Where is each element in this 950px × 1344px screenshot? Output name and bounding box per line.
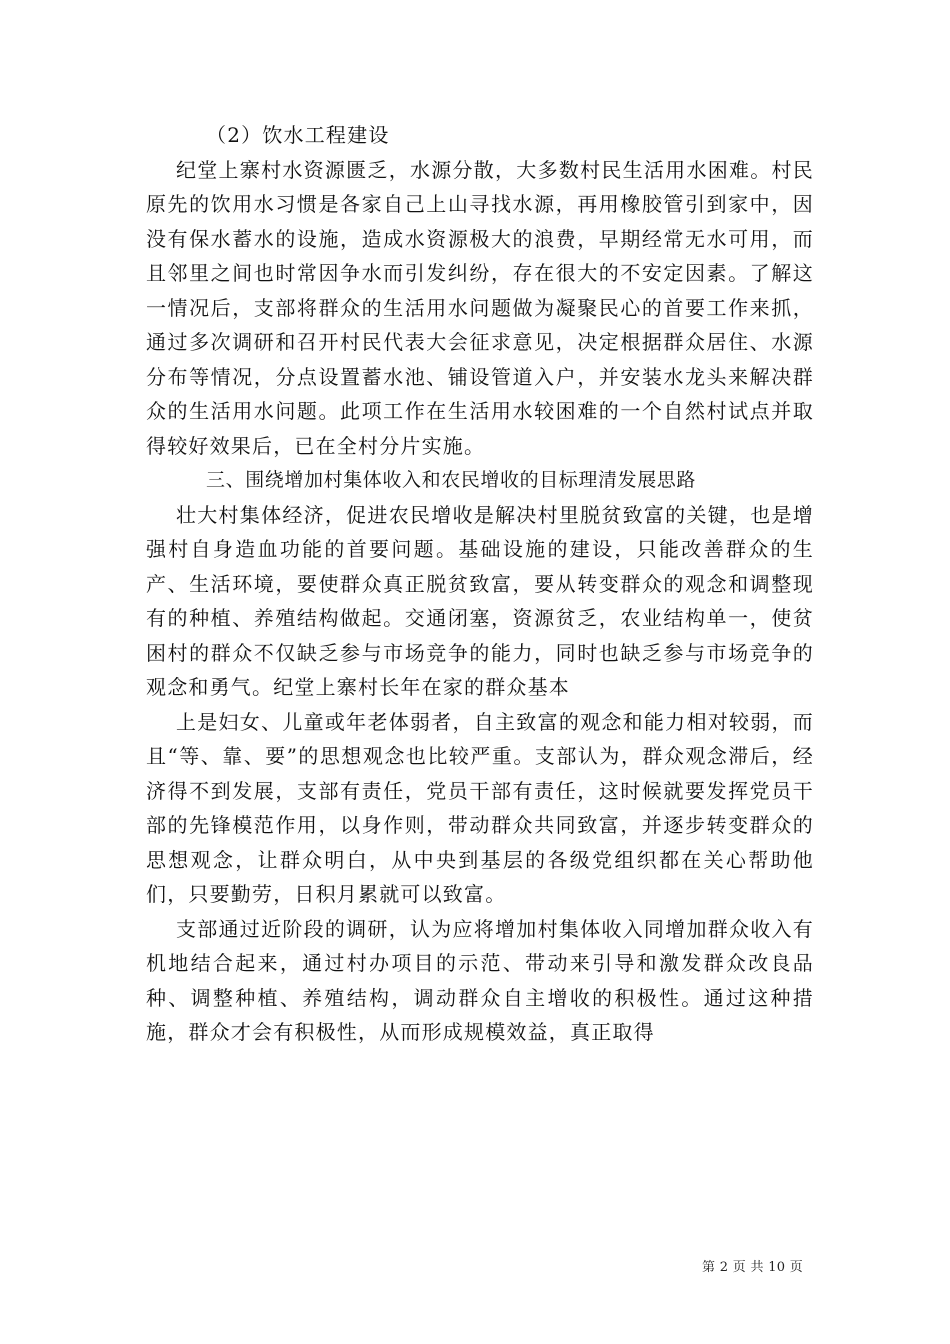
paragraph-villagers-mindset: 上是妇女、儿童或年老体弱者，自主致富的观念和能力相对较弱，而且“等、靠、要”的思想观念也比较严重。支部认为，群众观念滞后，经济得不到发展，支部有责任，党员干部有责任，这时候就要发挥党员干部的先锋模范作用，以身作则，带动群众共同致富，并逐步转变群众的思想观念，让群众明白，从中央到基层的各级党组织都在关心帮助他们，只要勤劳，日积月累就可以致富。 [146, 709, 814, 906]
section-heading-three: 三、围绕增加村集体收入和农民增收的目标理清发展思路 [206, 469, 697, 491]
subheading-water-project: （2）饮水工程建设 [206, 123, 390, 147]
paragraph-branch-research: 支部通过近阶段的调研，认为应将增加村集体收入同增加群众收入有机地结合起来，通过村办项目的示范、带动来引导和激发群众改良品种、调整种植、养殖结构，调动群众自主增收的积极性。通过这种措施，群众才会有积极性，从而形成规模效益，真正取得 [146, 916, 814, 1044]
paragraph-collective-economy: 壮大村集体经济，促进农民增收是解决村里脱贫致富的关键，也是增强村自身造血功能的首要问题。基础设施的建设，只能改善群众的生产、生活环境，要使群众真正脱贫致富，要从转变群众的观念和调整现有的种植、养殖结构做起。交通闭塞，资源贫乏，农业结构单一，使贫困村的群众不仅缺乏参与市场竞争的能力，同时也缺乏参与市场竞争的观念和勇气。纪堂上寨村长年在家的群众基本 [146, 502, 814, 699]
page-number-footer: 第 2 页 共 10 页 [702, 1260, 804, 1275]
document-body [146, 118, 814, 1050]
paragraph-water-resources: 纪堂上寨村水资源匮乏，水源分散，大多数村民生活用水困难。村民原先的饮用水习惯是各家自己上山寻找水源，再用橡胶管引到家中，因没有保水蓄水的设施，造成水资源极大的浪费，早期经常无水可用，而且邻里之间也时常因争水而引发纠纷，存在很大的不安定因素。了解这一情况后，支部将群众的生活用水问题做为凝聚民心的首要工作来抓，通过多次调研和召开村民代表大会征求意见，决定根据群众居住、水源分布等情况，分点设置蓄水池、铺设管道入户，并安装水龙头来解决群众的生活用水问题。此项工作在生活用水较困难的一个自然村试点并取得较好效果后，已在全村分片实施。 [146, 157, 814, 458]
